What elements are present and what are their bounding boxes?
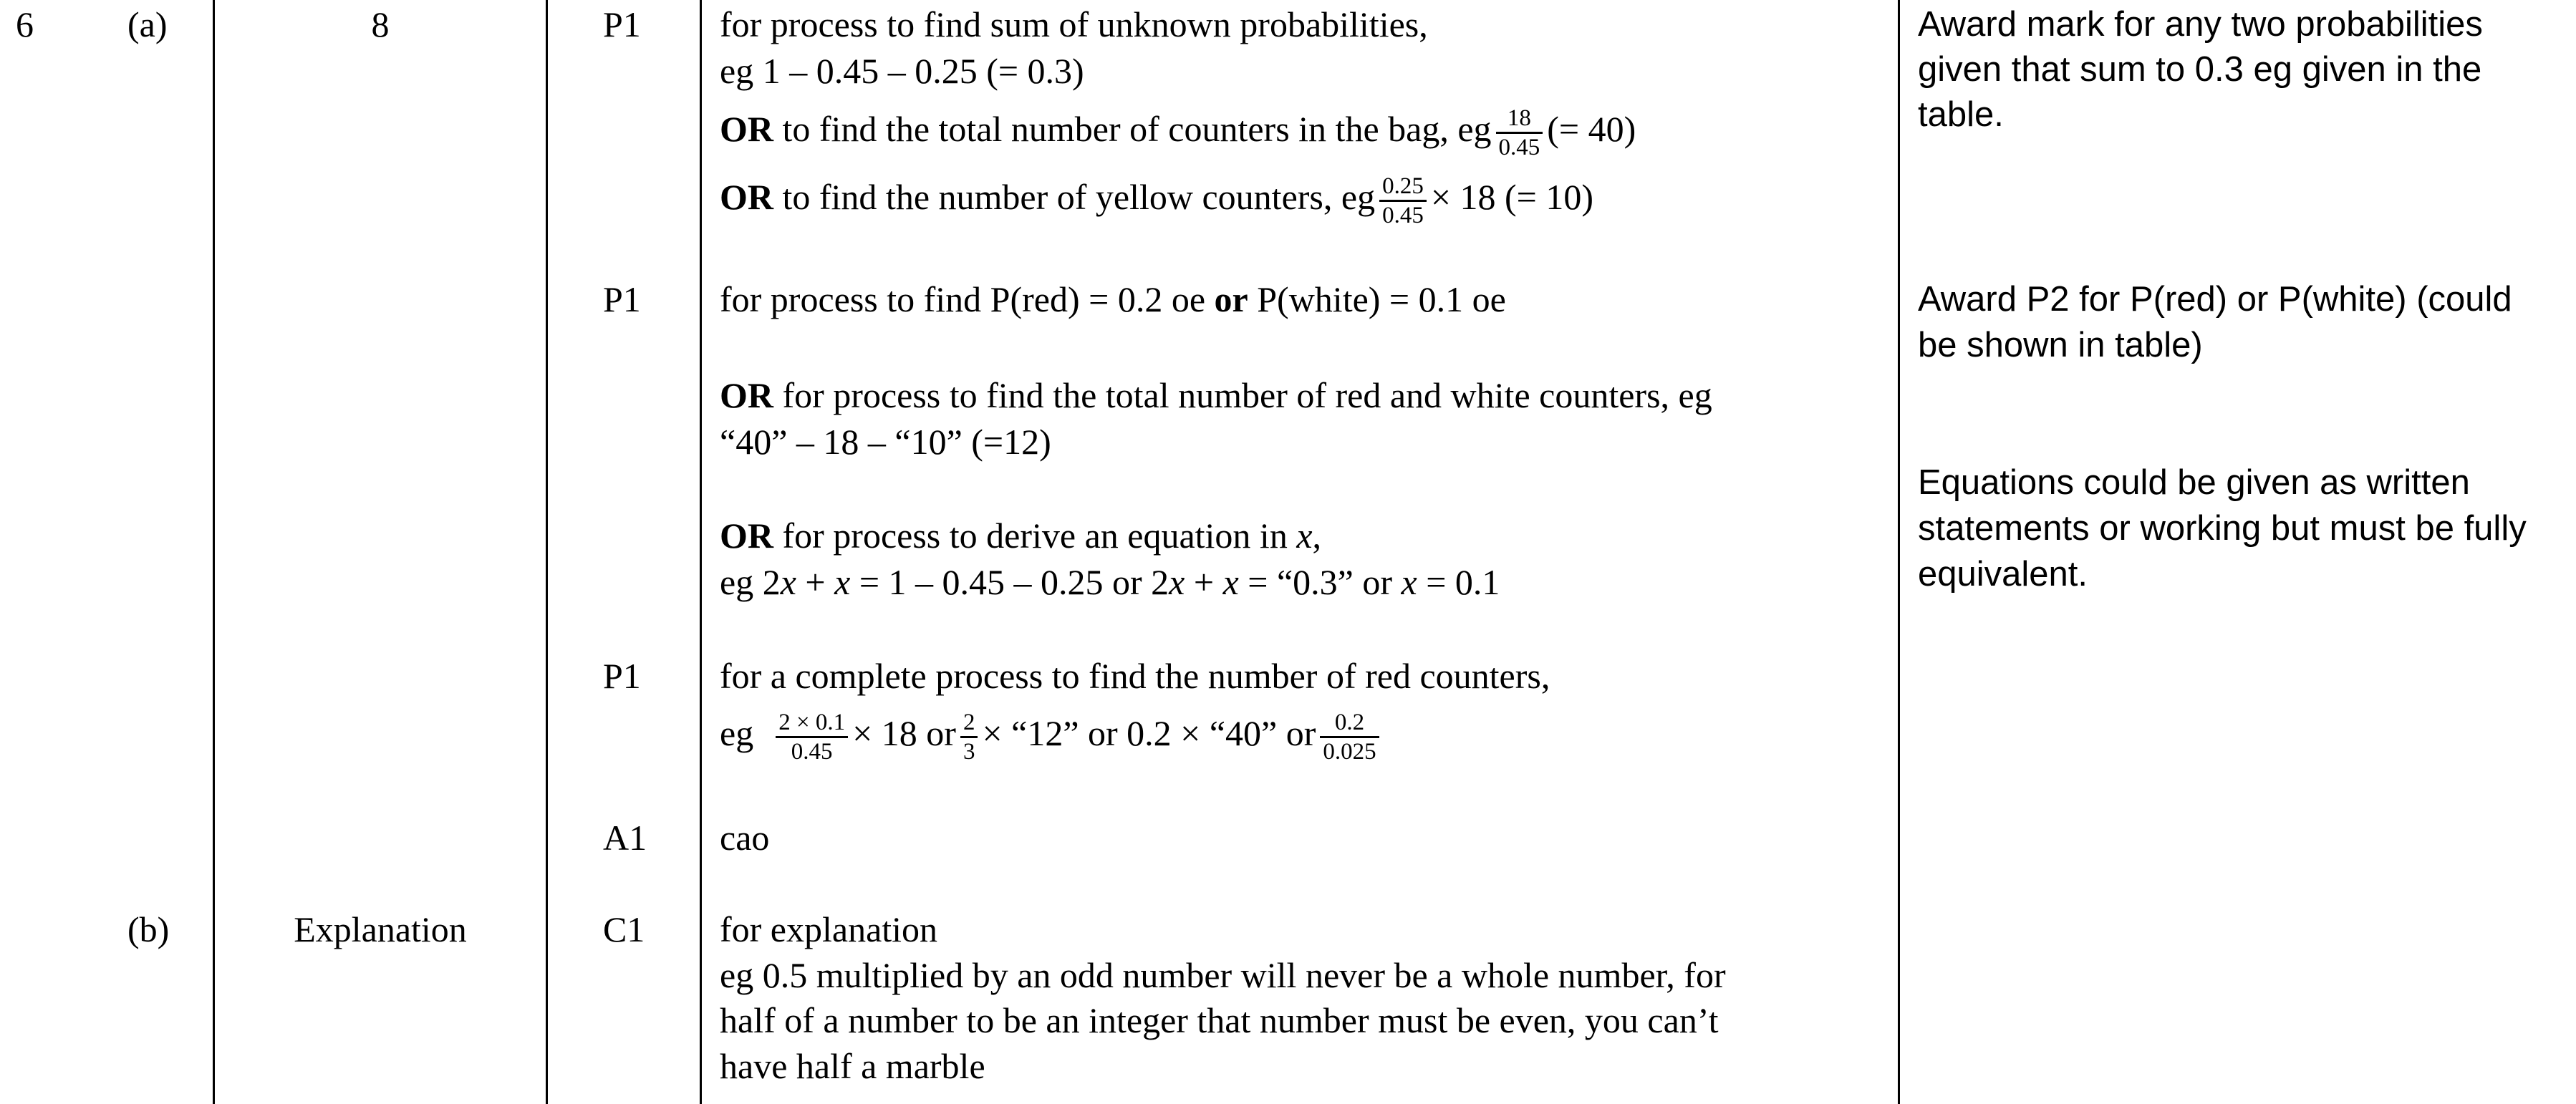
note-p1a-line1: for process to find sum of unknown probabilities, — [720, 4, 1428, 44]
or-keyword: OR — [720, 109, 773, 149]
note-text: eg 2 — [720, 562, 781, 602]
note-text: = 0.1 — [1417, 562, 1500, 602]
guidance-3-line3: equivalent. — [1918, 555, 2088, 594]
mark-code-2: P1 — [603, 279, 641, 319]
note-p1a-line3 — [720, 100, 1636, 161]
column-divider-3 — [700, 0, 702, 1104]
note-c1-line2: eg 0.5 multiplied by an odd number will never be a whole number, for — [720, 955, 1726, 995]
guidance-1-line2: given that sum to 0.3 eg given in the — [1918, 50, 2482, 89]
guidance-2-line2: be shown in table) — [1918, 326, 2203, 364]
note-text: eg — [720, 713, 754, 753]
note-p1a-line4 — [720, 168, 1593, 229]
note-text: × “12” or 0.2 × “40” or — [982, 713, 1316, 753]
fraction — [776, 709, 848, 765]
or-keyword: OR — [720, 177, 773, 217]
fraction-denominator: 0.45 — [1382, 203, 1424, 229]
note-p1b-line1 — [720, 276, 1506, 322]
fraction — [960, 709, 978, 765]
part-b-label: (b) — [127, 909, 170, 949]
note-text: + — [1185, 562, 1223, 602]
note-c1-line3: half of a number to be an integer that number must be even, you can’t — [720, 1000, 1719, 1040]
guidance-2-line1: Award P2 for P(red) or P(white) (could — [1918, 280, 2512, 319]
guidance-3-line2: statements or working but must be fully — [1918, 509, 2527, 548]
note-a1: cao — [720, 818, 770, 858]
note-p1c-line1: for a complete process to find the number of red counters, — [720, 656, 1550, 696]
note-text: to find the total number of counters in the bag, eg — [782, 109, 1492, 149]
note-text: × 18 (= 10) — [1430, 177, 1594, 217]
answer-b: Explanation — [294, 909, 467, 949]
note-text: for process to derive an equation in — [782, 515, 1288, 556]
or-keyword: OR — [720, 515, 773, 556]
note-text: = “0.3” or — [1238, 562, 1402, 602]
note-p1b-line2 — [720, 372, 1712, 418]
variable-x: x — [1222, 562, 1239, 602]
variable-x: x — [834, 562, 851, 602]
variable-x: x — [1169, 562, 1185, 602]
fraction — [1379, 173, 1427, 229]
variable-x: x — [780, 562, 796, 602]
note-p1a-line2: eg 1 – 0.45 – 0.25 (= 0.3) — [720, 51, 1084, 91]
fraction-denominator: 0.025 — [1323, 739, 1376, 765]
column-divider-2 — [546, 0, 548, 1104]
or-keyword: or — [1214, 279, 1248, 319]
note-text: for process to find P(red) = 0.2 oe — [720, 279, 1206, 319]
note-text: + — [796, 562, 835, 602]
note-p1b-line3: “40” – 18 – “10” (=12) — [720, 422, 1051, 462]
note-text: for process to find the total number of red and white counters, eg — [782, 375, 1712, 415]
answer-a: 8 — [371, 4, 390, 44]
note-text: to find the number of yellow counters, eg — [782, 177, 1376, 217]
note-text: × 18 or — [852, 713, 956, 753]
fraction-denominator: 3 — [963, 739, 975, 765]
note-text: , — [1312, 515, 1322, 556]
note-p1b-line4 — [720, 513, 1321, 558]
column-divider-4 — [1898, 0, 1900, 1104]
note-c1-line4: have half a marble — [720, 1046, 985, 1086]
fraction-numerator: 18 — [1496, 105, 1543, 134]
note-c1-line1: for explanation — [720, 909, 938, 949]
mark-code-3: P1 — [603, 656, 641, 696]
variable-x: x — [1401, 562, 1417, 602]
fraction-denominator: 0.45 — [1498, 135, 1540, 161]
fraction — [1320, 709, 1379, 765]
question-number: 6 — [16, 4, 34, 44]
variable-x: x — [1296, 515, 1313, 556]
mark-code-4: A1 — [603, 818, 647, 858]
mark-code-5: C1 — [603, 909, 645, 949]
fraction-numerator: 2 — [960, 709, 978, 738]
note-p1b-line5 — [720, 559, 1500, 605]
guidance-1-line3: table. — [1918, 95, 2004, 134]
note-text: = 1 – 0.45 – 0.25 or 2 — [850, 562, 1169, 602]
fraction-numerator: 0.25 — [1379, 173, 1427, 202]
mark-code-1: P1 — [603, 4, 641, 44]
note-text: P(white) = 0.1 oe — [1257, 279, 1506, 319]
guidance-1-line1: Award mark for any two probabilities — [1918, 5, 2483, 44]
fraction — [1496, 105, 1543, 161]
guidance-3-line1: Equations could be given as written — [1918, 463, 2470, 502]
fraction-denominator: 0.45 — [791, 739, 833, 765]
or-keyword: OR — [720, 375, 773, 415]
note-p1c-line2 — [720, 704, 1384, 765]
fraction-numerator: 2 × 0.1 — [776, 709, 848, 738]
fraction-numerator: 0.2 — [1320, 709, 1379, 738]
note-text: (= 40) — [1547, 109, 1636, 149]
part-a-label: (a) — [127, 4, 168, 44]
